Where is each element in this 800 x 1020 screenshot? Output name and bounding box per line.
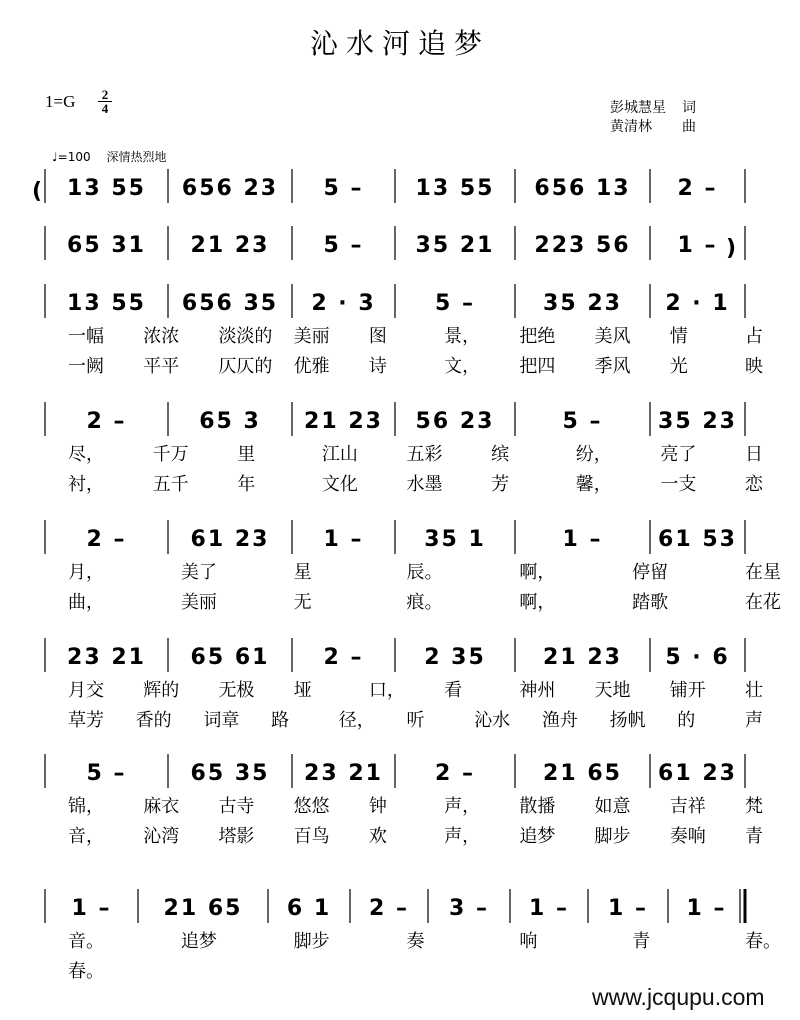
lyric-syllable: 扬帆 — [609, 710, 646, 731]
time-signature-bottom: 4 — [98, 101, 112, 115]
lyric-syllable: 锦， — [68, 796, 104, 817]
measure-notes: 35 23 — [543, 291, 622, 316]
lyric-syllable: 铺开 — [669, 680, 706, 701]
lyric-syllable: 啊， — [519, 562, 556, 583]
lyric-syllable: 把绝 — [519, 326, 556, 347]
lyric-syllable: 奏响 — [669, 826, 706, 847]
measure-notes: 2 · 1 — [665, 291, 730, 316]
lyric-syllable: 季风 — [594, 356, 631, 377]
lyric-syllable: 追梦 — [180, 931, 217, 952]
lyric-syllable: 音。 — [68, 931, 104, 952]
lyric-syllable: 青 — [745, 826, 763, 847]
lyric-syllable: 景， — [444, 326, 481, 347]
lyric-syllable: 无 — [293, 592, 312, 613]
lyric-syllable: 在星 — [745, 562, 781, 583]
measure-notes: 5 – — [323, 176, 364, 201]
lyric-syllable: 江山 — [321, 444, 358, 465]
score-system — [45, 520, 745, 554]
measure-notes: 2 – — [369, 896, 409, 921]
lyric-syllable: 脚步 — [293, 931, 330, 952]
lyric-syllable: 奏 — [406, 931, 425, 952]
lyric-syllable: 音， — [68, 826, 104, 847]
score-system — [45, 226, 745, 260]
composer-name: 黄清林 — [610, 119, 652, 135]
lyric-syllable: 如意 — [594, 796, 631, 817]
lyric-syllable: 响 — [519, 931, 538, 952]
lyric-syllable: 五彩 — [406, 444, 443, 465]
lyric-syllable: 无极 — [218, 680, 255, 701]
lyric-syllable: 把四 — [519, 356, 556, 377]
measure-notes: 35 1 — [424, 527, 486, 552]
lyric-syllable: 恋 — [745, 474, 763, 495]
lyric-syllable: 纷， — [575, 444, 612, 465]
lyric-syllable: 看 — [444, 680, 463, 701]
lyricist-role: 词 — [682, 100, 696, 116]
tempo-expression: 深情热烈地 — [106, 150, 167, 164]
lyric-syllable: 映 — [745, 356, 763, 377]
measure-notes: 21 23 — [543, 645, 622, 670]
measure-notes: 21 65 — [163, 896, 243, 921]
lyric-syllable: 尽， — [68, 444, 104, 465]
measure-notes: 656 13 — [534, 176, 631, 201]
measure-notes: 21 65 — [543, 761, 622, 786]
lyric-syllable: 文化 — [321, 474, 358, 495]
lyric-syllable: 古寺 — [218, 796, 255, 817]
lyric-syllable: 诗 — [368, 356, 387, 377]
measure-notes: 13 55 — [67, 291, 146, 316]
lyric-syllable: 淡淡的 — [218, 326, 273, 347]
measure-notes: 1 – — [323, 527, 364, 552]
lyric-syllable: 情 — [669, 326, 688, 347]
lyric-syllable: 平平 — [143, 356, 180, 377]
lyric-syllable: 吉祥 — [669, 796, 706, 817]
measure-notes: 13 55 — [415, 176, 495, 201]
measure-notes: 35 21 — [415, 233, 495, 258]
lyric-syllable: 浓浓 — [143, 326, 180, 347]
time-signature-top: 2 — [101, 87, 109, 102]
lyric-syllable: 一支 — [660, 474, 697, 495]
lyric-syllable: 在花 — [745, 592, 781, 613]
measure-notes: 65 31 — [67, 233, 146, 258]
lyric-syllable: 占 — [745, 326, 763, 347]
lyric-syllable: 啊， — [519, 592, 556, 613]
measure-notes: 21 23 — [304, 409, 383, 434]
lyric-syllable: 文， — [444, 356, 481, 377]
lyric-syllable: 垭 — [293, 680, 312, 701]
measure-notes: 1 – — [677, 233, 718, 258]
lyric-syllable: 梵 — [745, 796, 763, 817]
lyric-syllable: 五千 — [152, 474, 189, 495]
lyric-syllable: 沁湾 — [143, 826, 180, 847]
lyric-syllable: 声， — [444, 796, 481, 817]
lyric-syllable: 亮了 — [660, 444, 697, 465]
lyric-syllable: 衬， — [68, 474, 104, 495]
measure-notes: 65 61 — [190, 645, 270, 670]
lyric-syllable: 散播 — [519, 796, 556, 817]
measure-notes: 1 – — [686, 896, 727, 921]
score-system — [45, 169, 745, 203]
lyric-syllable: 辰。 — [406, 562, 443, 583]
measure-notes: 23 21 — [67, 645, 146, 670]
measure-notes: 2 35 — [424, 645, 486, 670]
lyric-syllable: 词章 — [203, 710, 240, 731]
score-system — [45, 402, 745, 436]
measure-notes: 2 · 3 — [311, 291, 376, 316]
lyric-syllable: 一幅 — [68, 326, 104, 347]
lyric-syllable: 美风 — [594, 326, 631, 347]
lyric-syllable: 月， — [68, 562, 104, 583]
measure-notes: 2 – — [86, 409, 127, 434]
composer-role: 曲 — [682, 119, 696, 135]
lyric-syllable: 声 — [745, 710, 763, 731]
song-title: 沁水河追梦 — [309, 27, 490, 60]
lyric-syllable: 渔舟 — [541, 710, 578, 731]
lyric-syllable: 芳 — [491, 474, 510, 495]
lyric-syllable: 月交 — [68, 680, 104, 701]
measure-notes: 2 – — [677, 176, 718, 201]
lyric-syllable: 的 — [677, 710, 696, 731]
lyric-syllable: 仄仄的 — [218, 356, 273, 377]
lyric-syllable: 沁水 — [474, 710, 511, 731]
lyric-syllable: 壮 — [745, 680, 763, 701]
lyric-syllable: 神州 — [519, 680, 556, 701]
lyric-syllable: 草芳 — [68, 710, 104, 731]
measure-notes: 2 – — [323, 645, 364, 670]
lyric-syllable: 香的 — [135, 710, 172, 731]
measure-notes: 5 – — [323, 233, 364, 258]
lyric-syllable: 踏歌 — [632, 592, 669, 613]
lyricist-name: 彭城慧星 — [610, 100, 666, 116]
lyric-syllable: 停留 — [632, 562, 669, 583]
measure-notes: 223 56 — [534, 233, 631, 258]
measure-notes: 61 23 — [190, 527, 270, 552]
lyric-syllable: 辉的 — [143, 680, 180, 701]
lyric-syllable: 美了 — [180, 562, 217, 583]
measure-notes: 35 23 — [658, 409, 737, 434]
score-system — [45, 754, 745, 788]
lyric-syllable: 百鸟 — [293, 826, 330, 847]
site-watermark: www.jcqupu.com — [592, 984, 765, 1010]
lyric-syllable: 悠悠 — [293, 796, 330, 817]
lyric-syllable: 馨， — [575, 474, 612, 495]
lyric-syllable: 优雅 — [293, 356, 330, 377]
lyric-syllable: 痕。 — [406, 592, 443, 613]
score-system — [45, 284, 745, 318]
lyric-syllable: 塔影 — [218, 826, 255, 847]
lyric-syllable: 年 — [237, 474, 256, 495]
lyric-syllable: 青 — [632, 931, 651, 952]
lyric-syllable: 口， — [368, 680, 405, 701]
lyric-syllable: 路 — [271, 710, 290, 731]
lyric-syllable: 美丽 — [180, 592, 217, 613]
measure-notes: 5 · 6 — [665, 645, 730, 670]
measure-notes: 65 35 — [190, 761, 270, 786]
lyric-syllable: 钟 — [368, 796, 387, 817]
measure-notes: 21 23 — [190, 233, 270, 258]
lyric-syllable: 曲， — [68, 592, 104, 613]
measure-notes: 2 – — [435, 761, 475, 786]
measure-notes: 3 – — [449, 896, 489, 921]
intro-open-paren: ( — [32, 179, 43, 204]
measure-notes: 656 23 — [181, 176, 279, 201]
lyric-syllable: 里 — [237, 444, 256, 465]
lyric-syllable: 千万 — [152, 444, 189, 465]
measure-notes: 5 – — [435, 291, 475, 316]
lyric-syllable: 麻衣 — [143, 796, 180, 817]
measure-notes: 1 – — [71, 896, 112, 921]
lyric-syllable: 径， — [338, 710, 375, 731]
measure-notes: 656 35 — [181, 291, 279, 316]
lyric-syllable: 日 — [745, 444, 763, 465]
measure-notes: 61 53 — [658, 527, 737, 552]
lyric-syllable: 欢 — [368, 826, 387, 847]
key-signature: 1=G — [45, 92, 76, 111]
measure-notes: 2 – — [86, 527, 127, 552]
lyric-syllable: 美丽 — [293, 326, 330, 347]
lyric-syllable: 图 — [368, 326, 387, 347]
lyric-syllable: 一阙 — [68, 356, 104, 377]
lyric-syllable: 脚步 — [594, 826, 631, 847]
measure-notes: 65 3 — [199, 409, 261, 434]
lyric-syllable: 声， — [444, 826, 481, 847]
lyric-syllable: 光 — [669, 356, 688, 377]
measure-notes: 5 – — [86, 761, 127, 786]
lyric-syllable: 缤 — [491, 444, 510, 465]
lyric-syllable: 听 — [406, 710, 425, 731]
score-system — [45, 638, 745, 672]
lyric-syllable: 追梦 — [519, 826, 556, 847]
lyric-syllable: 天地 — [594, 680, 631, 701]
intro-close-paren: ) — [726, 236, 737, 261]
measure-notes: 13 55 — [67, 176, 146, 201]
measure-notes: 1 – — [529, 896, 569, 921]
measure-notes: 56 23 — [415, 409, 495, 434]
measure-notes: 1 – — [562, 527, 603, 552]
measure-notes: 5 – — [562, 409, 603, 434]
lyric-syllable: 星 — [293, 562, 312, 583]
score-system — [45, 889, 745, 923]
lyric-syllable: 水墨 — [406, 474, 443, 495]
lyric-syllable: 春。 — [745, 931, 781, 952]
measure-notes: 23 21 — [304, 761, 383, 786]
measure-notes: 1 – — [608, 896, 648, 921]
measure-notes: 61 23 — [658, 761, 737, 786]
tempo-mark: ♩=100 — [52, 150, 91, 164]
measure-notes: 6 1 — [286, 896, 332, 921]
lyric-syllable: 春。 — [68, 961, 104, 982]
